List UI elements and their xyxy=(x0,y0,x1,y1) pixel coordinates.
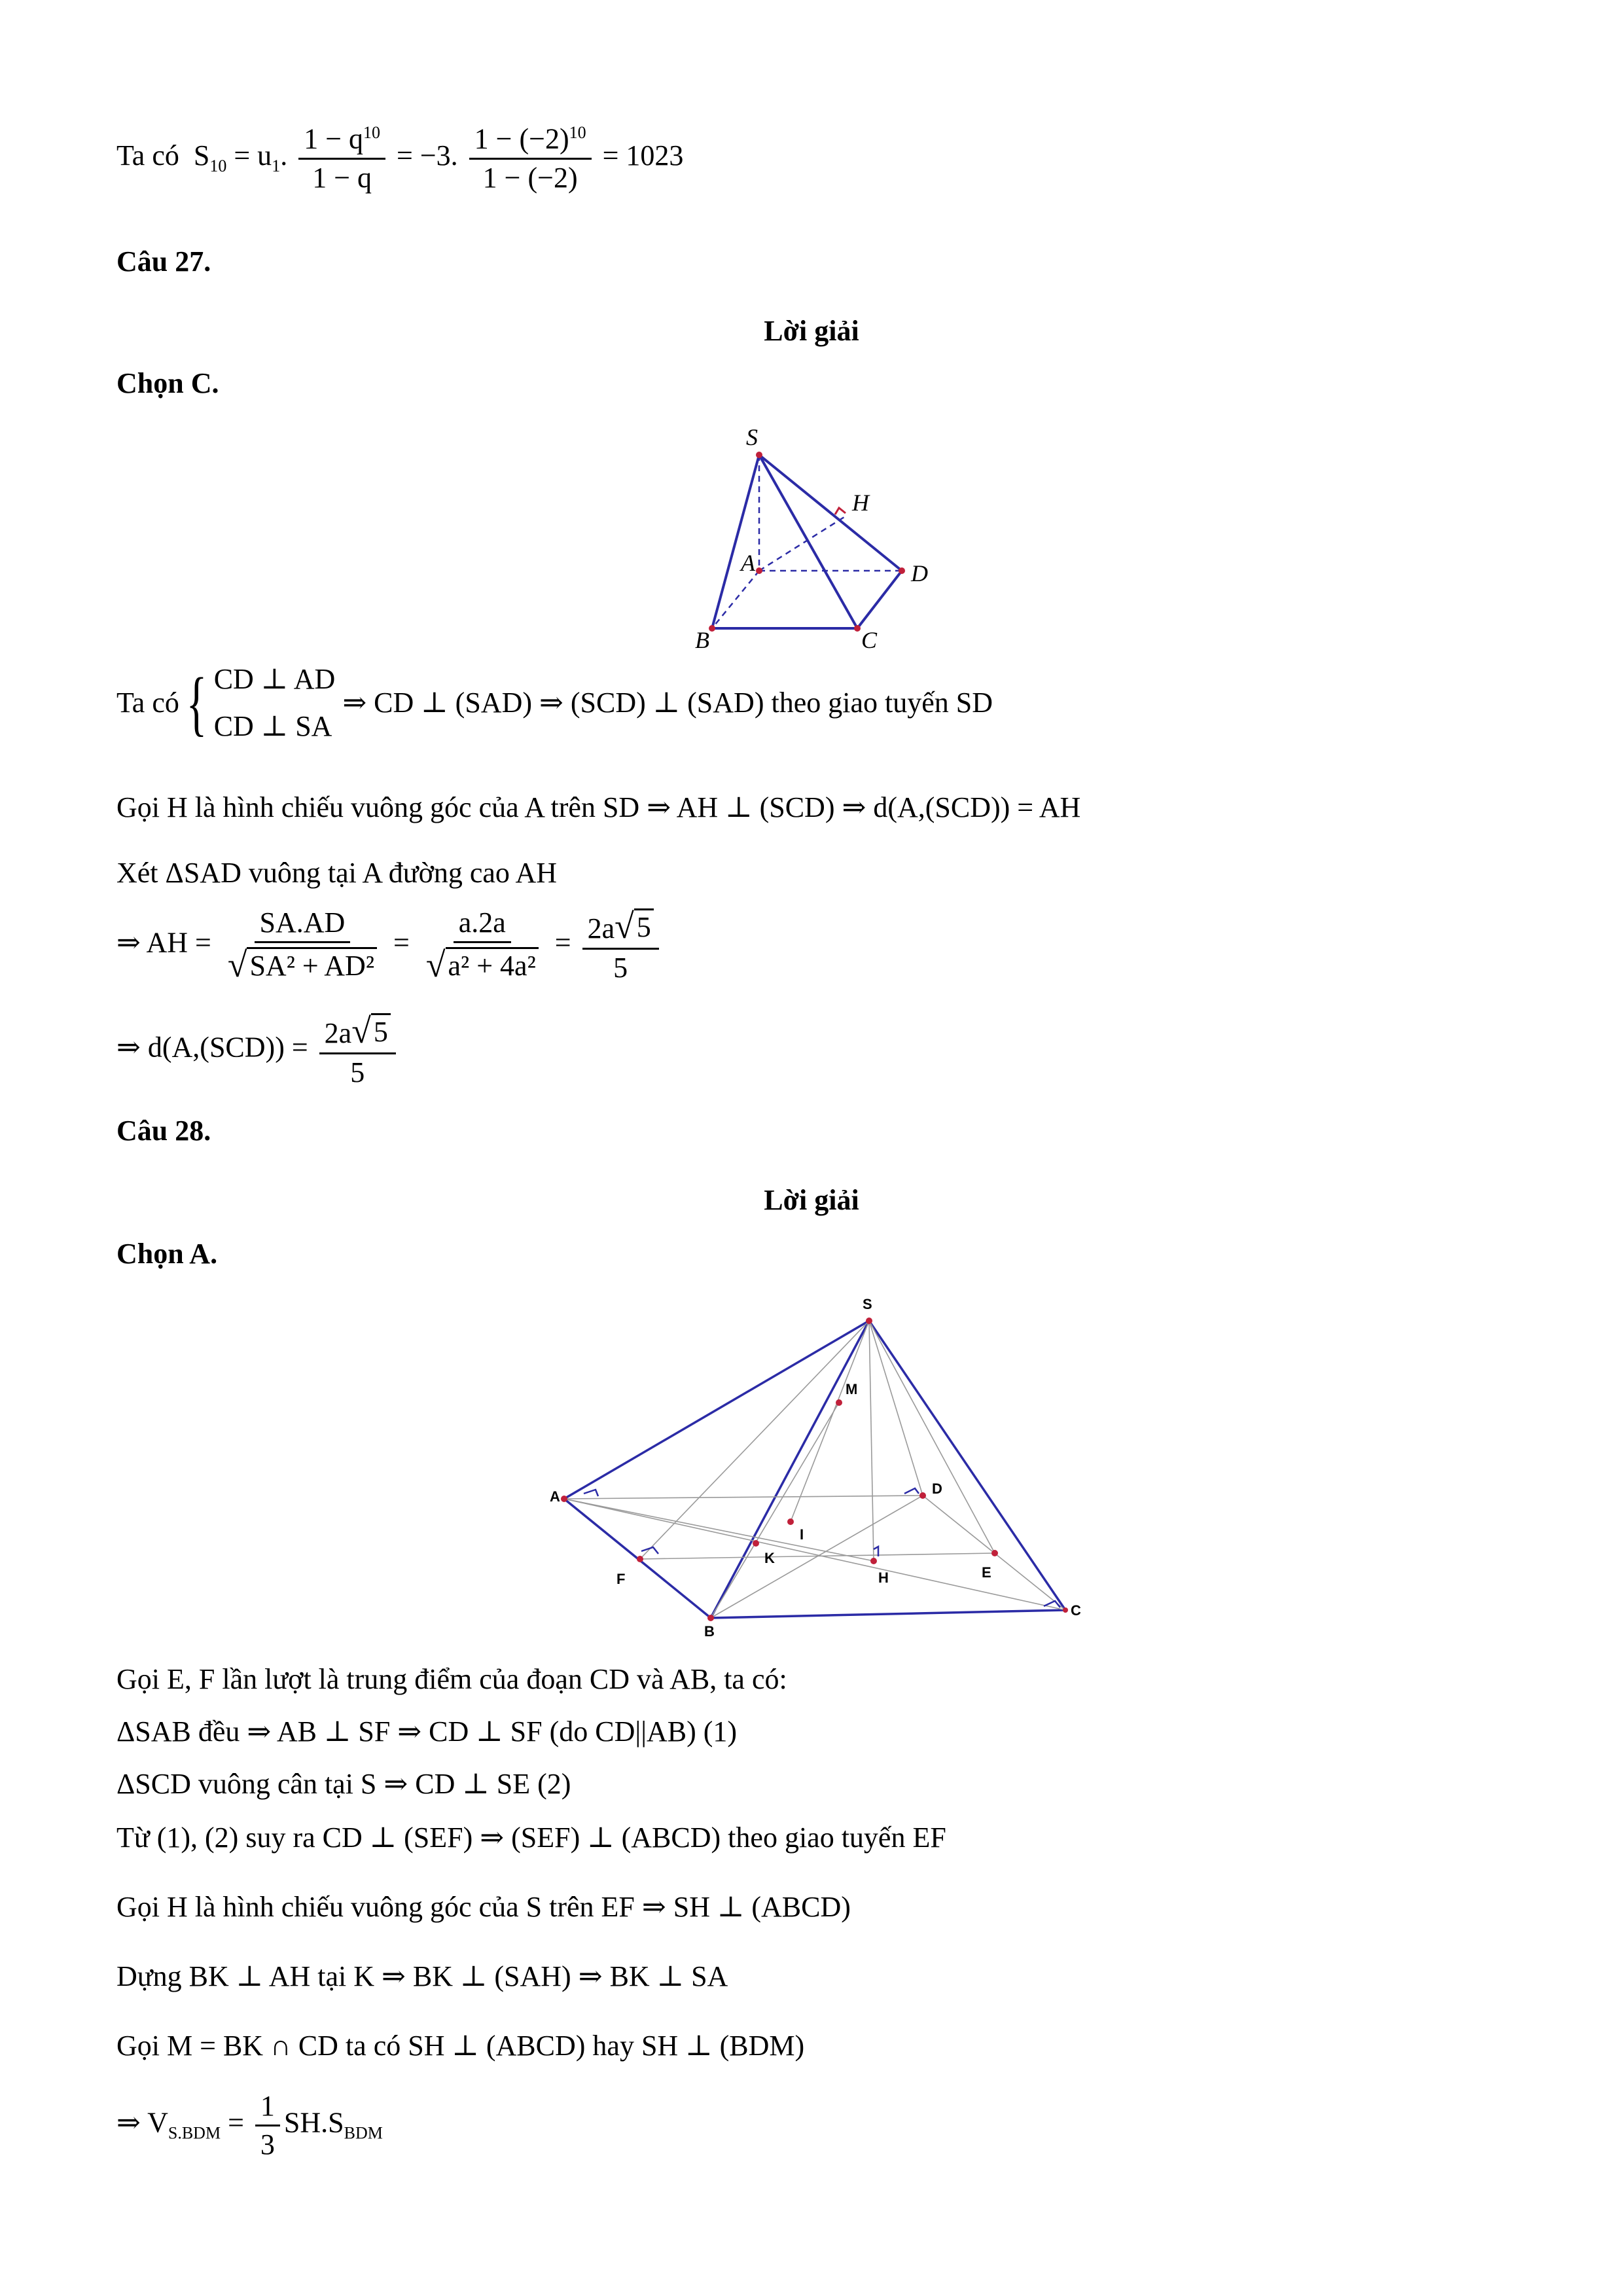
u1: = $u_1$ xyxy=(234,139,281,175)
segment-AH xyxy=(759,517,844,571)
angle-mark-D xyxy=(904,1488,919,1494)
label-A: A xyxy=(550,1488,560,1505)
label-F: F xyxy=(616,1571,626,1587)
edge-BC xyxy=(711,1610,1065,1618)
q28-line-5: Gọi H là hình chiếu vuông góc của S trên EF ⇒ SH ⊥ (ABCD) xyxy=(116,1891,851,1923)
label-A: A xyxy=(741,550,755,576)
q27-title: Câu 27. xyxy=(116,245,211,278)
segment-SI xyxy=(791,1321,869,1522)
s10-lhs: $S_{10}$ xyxy=(193,139,227,175)
s10-formula: Ta có $S_{10} = u_1$. $\frac{1 - q^{10}}{1 - q}$ = −3. $\frac{1 - (-2)^{10}}{1 - (-2)}$ = 1023 xyxy=(116,122,684,194)
right-angle-mark xyxy=(835,508,846,514)
edge-SB xyxy=(711,1321,869,1618)
q27-line-2: Gọi H là hình chiếu vuông góc của A trên SD ⇒ AH ⊥ (SCD) ⇒ d(A,(SCD)) = AH xyxy=(116,791,1081,823)
result: = 1023 xyxy=(602,139,684,171)
fraction-1: $\frac{1 - q^{10}}{1 - q}$ xyxy=(298,124,385,192)
q27-pyramid-figure xyxy=(668,419,955,655)
q27-line-5: ⇒ d(A,(SCD)) = 2a √ 5 5 xyxy=(116,1013,400,1087)
q27-choice: Chọn C. xyxy=(116,367,219,399)
q27-line-3: Xét ΔSAD vuông tại A đường cao AH xyxy=(116,857,558,889)
label-D: D xyxy=(932,1480,942,1497)
label-S: S xyxy=(863,1296,872,1312)
q28-line-4: Từ (1), (2) suy ra CD ⊥ (SEF) ⇒ (SEF) ⊥ (ABCD) theo giao tuyến EF xyxy=(116,1821,946,1854)
edge-SD xyxy=(869,1321,923,1496)
lead-text: Ta có xyxy=(116,687,179,719)
label-M: M xyxy=(846,1381,858,1397)
q28-line-8: ⇒ $V_{S.BDM}$ = $\frac{1}{3}$ $SH.S_{BDM}$ xyxy=(116,2090,383,2161)
q28-line-6: Dựng BK ⊥ AH tại K ⇒ BK ⊥ (SAH) ⇒ BK ⊥ SA xyxy=(116,1960,728,1992)
fraction-one-third: $\frac{1}{3}$ xyxy=(255,2092,280,2159)
q27-solution-heading: Lời giải xyxy=(764,315,859,347)
fraction-2: $\frac{1 - (-2)^{10}}{1 - (-2)}$ xyxy=(469,124,592,192)
q28-solution-heading: Lời giải xyxy=(764,1184,859,1216)
fraction-result: 2a √ 5 5 xyxy=(582,908,659,982)
label-S: S xyxy=(746,424,758,450)
label-E: E xyxy=(982,1564,991,1581)
system-brace: { xyxy=(186,663,207,743)
label-H: H xyxy=(878,1570,889,1586)
q28-line-1: Gọi E, F lần lượt là trung điểm của đoạn CD và AB, ta có: xyxy=(116,1663,787,1695)
label-B: B xyxy=(704,1623,715,1636)
segment-BM xyxy=(711,1403,839,1618)
edge-CD xyxy=(857,571,902,628)
q27-line-4: ⇒ AH = SA.AD √ SA² + AD² = a.2a √ a² + 4a² = 2a √ 5 5 xyxy=(116,908,663,982)
system: CD ⊥ AD CD ⊥ SA xyxy=(213,663,336,742)
q28-line-3: ΔSCD vuông cân tại S ⇒ CD ⊥ SE (2) xyxy=(116,1768,571,1800)
lead-text: Ta có xyxy=(116,139,179,171)
edge-SA xyxy=(564,1321,869,1499)
segment-AH xyxy=(564,1499,874,1561)
q28-line-7: Gọi M = BK ∩ CD ta có SH ⊥ (ABCD) hay SH ⊥ (BDM) xyxy=(116,2030,805,2062)
edge-SC xyxy=(869,1321,1065,1610)
implication: ⇒ CD ⊥ (SAD) ⇒ (SCD) ⊥ (SAD) theo giao tuyến SD xyxy=(342,687,993,719)
coef: = −3. xyxy=(397,139,458,171)
label-C: C xyxy=(861,627,878,653)
label-D: D xyxy=(911,560,928,586)
edge-SD xyxy=(759,455,902,571)
q28-pyramid-figure xyxy=(543,1283,1106,1636)
fraction-sa-ad: SA.AD √ SA² + AD² xyxy=(223,908,382,982)
label-H: H xyxy=(852,490,869,516)
angle-mark-C xyxy=(1044,1601,1060,1607)
fraction-a2a: a.2a √ a² + 4a² xyxy=(421,908,544,982)
q27-line-1 xyxy=(116,665,993,741)
label-B: B xyxy=(695,627,709,653)
segment-SE xyxy=(869,1321,995,1553)
fraction-distance: 2a √ 5 5 xyxy=(319,1013,396,1087)
segment-AC xyxy=(564,1499,1065,1610)
label-K: K xyxy=(764,1550,775,1566)
angle-mark-F xyxy=(641,1547,658,1554)
label-I: I xyxy=(800,1526,804,1543)
q28-title: Câu 28. xyxy=(116,1115,211,1147)
angle-mark-A xyxy=(584,1490,598,1496)
label-C: C xyxy=(1071,1602,1081,1619)
q28-line-2: ΔSAB đều ⇒ AB ⊥ SF ⇒ CD ⊥ SF (do CD||AB) (1) xyxy=(116,1715,738,1748)
edge-SC xyxy=(759,455,857,628)
edge-SB xyxy=(712,455,759,628)
edge-AD xyxy=(564,1496,923,1499)
q28-choice: Chọn A. xyxy=(116,1238,218,1270)
